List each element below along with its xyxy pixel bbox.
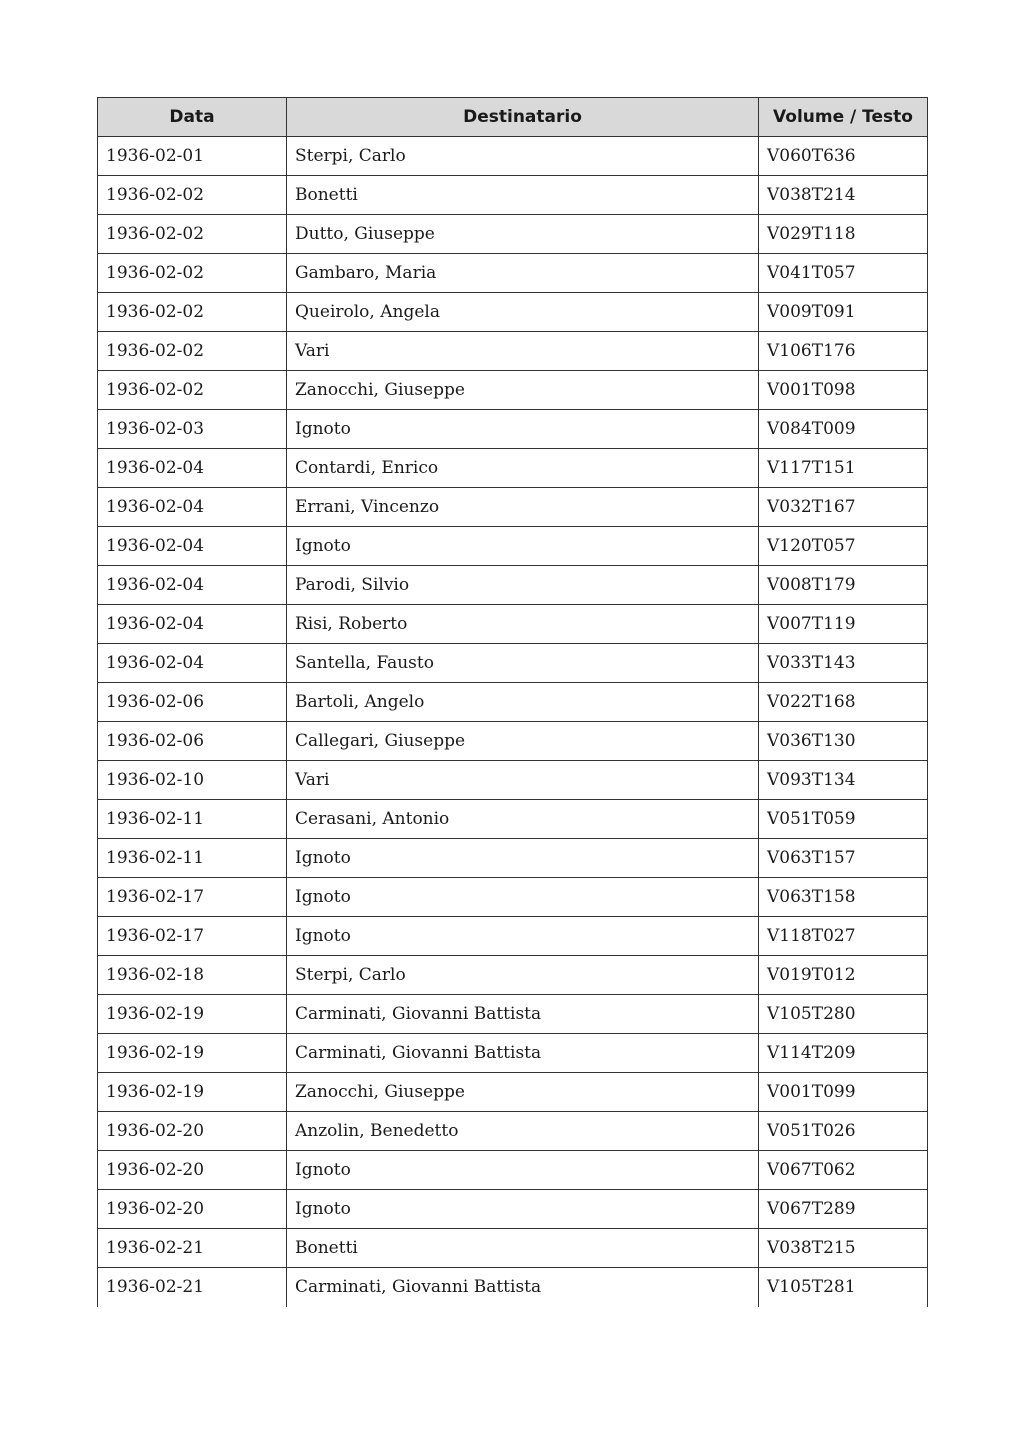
cell-recipient: Ignoto	[287, 878, 759, 917]
table-row	[98, 332, 928, 371]
cell-volume: V114T209	[759, 1034, 928, 1073]
table-row	[98, 449, 928, 488]
cell-volume: V106T176	[759, 332, 928, 371]
cell-volume: V051T026	[759, 1112, 928, 1151]
cell-volume: V038T215	[759, 1229, 928, 1268]
cell-volume: V001T099	[759, 1073, 928, 1112]
table-row	[98, 800, 928, 839]
cell-recipient: Sterpi, Carlo	[287, 956, 759, 995]
table-row	[98, 1112, 928, 1151]
table-row	[98, 371, 928, 410]
cell-date: 1936-02-11	[98, 800, 287, 839]
cell-date: 1936-02-01	[98, 137, 287, 176]
column-header-date: Data	[98, 98, 287, 137]
cell-date: 1936-02-21	[98, 1268, 287, 1307]
letters-table	[97, 97, 928, 1307]
cell-recipient: Ignoto	[287, 917, 759, 956]
cell-volume: V008T179	[759, 566, 928, 605]
cell-date: 1936-02-20	[98, 1112, 287, 1151]
cell-recipient: Vari	[287, 332, 759, 371]
table-body	[98, 137, 928, 1307]
cell-volume: V105T281	[759, 1268, 928, 1307]
cell-recipient: Errani, Vincenzo	[287, 488, 759, 527]
cell-date: 1936-02-20	[98, 1151, 287, 1190]
cell-recipient: Contardi, Enrico	[287, 449, 759, 488]
cell-volume: V019T012	[759, 956, 928, 995]
cell-volume: V022T168	[759, 683, 928, 722]
cell-date: 1936-02-19	[98, 1034, 287, 1073]
cell-volume: V032T167	[759, 488, 928, 527]
cell-recipient: Callegari, Giuseppe	[287, 722, 759, 761]
cell-volume: V067T062	[759, 1151, 928, 1190]
table-row	[98, 1268, 928, 1307]
table-row	[98, 956, 928, 995]
cell-recipient: Ignoto	[287, 1151, 759, 1190]
table-row	[98, 176, 928, 215]
table-row	[98, 683, 928, 722]
cell-date: 1936-02-04	[98, 527, 287, 566]
cell-date: 1936-02-03	[98, 410, 287, 449]
table-row	[98, 1073, 928, 1112]
cell-recipient: Carminati, Giovanni Battista	[287, 1034, 759, 1073]
cell-recipient: Gambaro, Maria	[287, 254, 759, 293]
table-row	[98, 1190, 928, 1229]
cell-volume: V060T636	[759, 137, 928, 176]
table-row	[98, 605, 928, 644]
cell-recipient: Risi, Roberto	[287, 605, 759, 644]
cell-recipient: Carminati, Giovanni Battista	[287, 1268, 759, 1307]
cell-volume: V051T059	[759, 800, 928, 839]
table-row	[98, 1034, 928, 1073]
cell-recipient: Ignoto	[287, 1190, 759, 1229]
table-row	[98, 488, 928, 527]
table-header-row	[98, 98, 928, 137]
cell-recipient: Ignoto	[287, 410, 759, 449]
cell-recipient: Ignoto	[287, 839, 759, 878]
table-row	[98, 839, 928, 878]
cell-date: 1936-02-17	[98, 878, 287, 917]
cell-recipient: Vari	[287, 761, 759, 800]
table-row	[98, 761, 928, 800]
cell-recipient: Bartoli, Angelo	[287, 683, 759, 722]
cell-date: 1936-02-17	[98, 917, 287, 956]
cell-date: 1936-02-02	[98, 215, 287, 254]
table-row	[98, 917, 928, 956]
cell-date: 1936-02-02	[98, 176, 287, 215]
table-row	[98, 410, 928, 449]
table-row	[98, 293, 928, 332]
cell-volume: V117T151	[759, 449, 928, 488]
cell-volume: V033T143	[759, 644, 928, 683]
cell-recipient: Bonetti	[287, 1229, 759, 1268]
cell-date: 1936-02-20	[98, 1190, 287, 1229]
column-header-recipient: Destinatario	[287, 98, 759, 137]
cell-date: 1936-02-10	[98, 761, 287, 800]
cell-date: 1936-02-02	[98, 254, 287, 293]
cell-date: 1936-02-04	[98, 449, 287, 488]
table-row	[98, 878, 928, 917]
table-row	[98, 1151, 928, 1190]
cell-date: 1936-02-04	[98, 644, 287, 683]
cell-volume: V067T289	[759, 1190, 928, 1229]
cell-date: 1936-02-02	[98, 293, 287, 332]
column-header-volume: Volume / Testo	[759, 98, 928, 137]
table-row	[98, 1229, 928, 1268]
cell-volume: V038T214	[759, 176, 928, 215]
table-row	[98, 254, 928, 293]
cell-volume: V105T280	[759, 995, 928, 1034]
cell-recipient: Sterpi, Carlo	[287, 137, 759, 176]
cell-date: 1936-02-18	[98, 956, 287, 995]
cell-volume: V063T157	[759, 839, 928, 878]
cell-volume: V084T009	[759, 410, 928, 449]
cell-date: 1936-02-02	[98, 332, 287, 371]
cell-recipient: Bonetti	[287, 176, 759, 215]
cell-volume: V001T098	[759, 371, 928, 410]
cell-date: 1936-02-21	[98, 1229, 287, 1268]
cell-volume: V036T130	[759, 722, 928, 761]
cell-date: 1936-02-19	[98, 995, 287, 1034]
cell-volume: V118T027	[759, 917, 928, 956]
cell-recipient: Dutto, Giuseppe	[287, 215, 759, 254]
cell-recipient: Queirolo, Angela	[287, 293, 759, 332]
cell-volume: V009T091	[759, 293, 928, 332]
cell-volume: V120T057	[759, 527, 928, 566]
cell-recipient: Zanocchi, Giuseppe	[287, 371, 759, 410]
table-row	[98, 215, 928, 254]
cell-volume: V029T118	[759, 215, 928, 254]
table-row	[98, 527, 928, 566]
cell-date: 1936-02-11	[98, 839, 287, 878]
cell-volume: V041T057	[759, 254, 928, 293]
table-row	[98, 644, 928, 683]
table-row	[98, 995, 928, 1034]
cell-recipient: Zanocchi, Giuseppe	[287, 1073, 759, 1112]
cell-volume: V093T134	[759, 761, 928, 800]
cell-date: 1936-02-06	[98, 722, 287, 761]
cell-date: 1936-02-04	[98, 605, 287, 644]
cell-date: 1936-02-06	[98, 683, 287, 722]
table-row	[98, 722, 928, 761]
cell-recipient: Carminati, Giovanni Battista	[287, 995, 759, 1034]
table-row	[98, 137, 928, 176]
cell-date: 1936-02-19	[98, 1073, 287, 1112]
table-row	[98, 566, 928, 605]
cell-date: 1936-02-02	[98, 371, 287, 410]
cell-recipient: Anzolin, Benedetto	[287, 1112, 759, 1151]
cell-recipient: Ignoto	[287, 527, 759, 566]
cell-volume: V007T119	[759, 605, 928, 644]
cell-recipient: Cerasani, Antonio	[287, 800, 759, 839]
cell-volume: V063T158	[759, 878, 928, 917]
cell-date: 1936-02-04	[98, 566, 287, 605]
cell-recipient: Parodi, Silvio	[287, 566, 759, 605]
cell-recipient: Santella, Fausto	[287, 644, 759, 683]
cell-date: 1936-02-04	[98, 488, 287, 527]
